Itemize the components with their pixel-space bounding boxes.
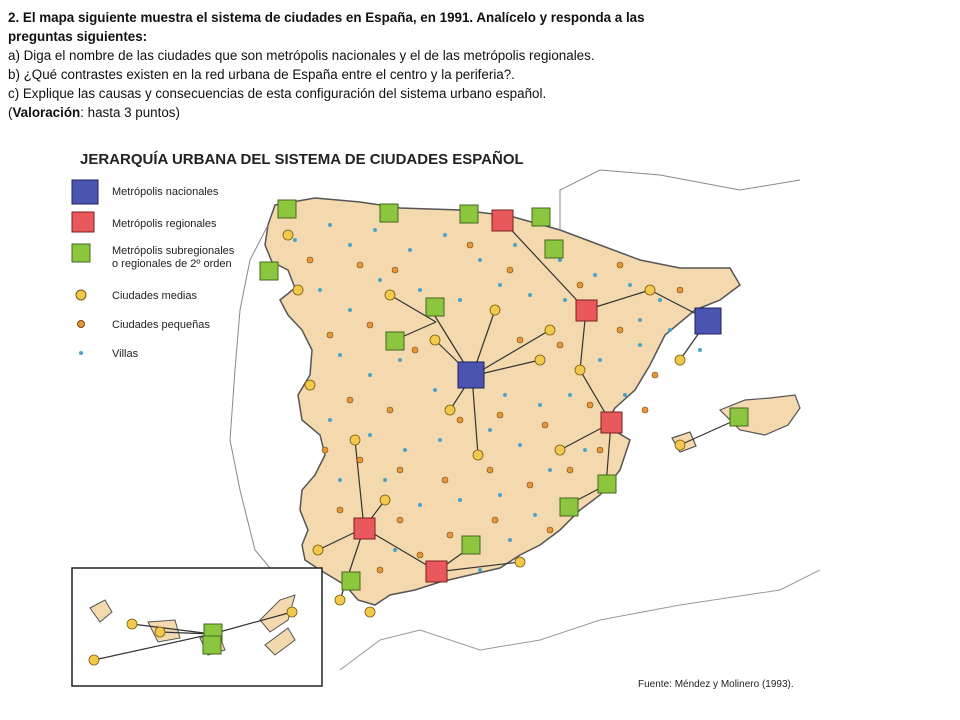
map-title: JERARQUÍA URBANA DEL SISTEMA DE CIUDADES ESPAÑOL	[80, 151, 524, 168]
question-title: 2. El mapa siguiente muestra el sistema de ciudades en España, en 1991. Analícelo y responda a las preguntas siguientes:	[8, 10, 645, 44]
valuation-text: : hasta 3 puntos)	[80, 105, 180, 120]
question-item-c: c) Explique las causas y consecuencias de esta configuración del sistema urbano español.	[8, 86, 547, 101]
valuation-open: (	[8, 105, 13, 120]
legend-villa-swatch	[79, 351, 83, 355]
question-text	[8, 8, 688, 122]
urban-hierarchy-map	[40, 150, 820, 710]
legend-small-label: Ciudades pequeñas	[112, 319, 210, 331]
legend-national-label: Metrópolis nacionales	[112, 186, 219, 198]
canary-inset-frame	[72, 568, 322, 686]
map-source: Fuente: Méndez y Molinero (1993).	[638, 679, 794, 690]
legend-subregional-swatch	[72, 244, 90, 262]
legend-small-swatch	[78, 321, 85, 328]
legend-villa-label: Villas	[112, 348, 139, 360]
legend-medium-swatch	[76, 290, 86, 300]
legend-medium-label: Ciudades medias	[112, 290, 197, 302]
map-svg	[40, 150, 820, 710]
france-coast	[560, 170, 800, 230]
legend-regional-swatch	[72, 212, 94, 232]
question-item-b: b) ¿Qué contrastes existen en la red urbana de España entre el centro y la periferia?.	[8, 67, 515, 82]
legend-national-swatch	[72, 180, 98, 204]
legend-subregional-label: Metrópolis subregionales	[112, 245, 235, 257]
question-item-a: a) Diga el nombre de las ciudades que son metrópolis nacionales y el de las metrópolis regionales.	[8, 48, 595, 63]
legend	[72, 180, 235, 360]
valuation-label: Valoración	[12, 105, 81, 120]
legend-regional-label: Metrópolis regionales	[112, 218, 217, 230]
spain-land	[265, 198, 740, 605]
question-valuation	[8, 103, 688, 122]
legend-subregional-label-2: o regionales de 2º orden	[112, 258, 232, 270]
